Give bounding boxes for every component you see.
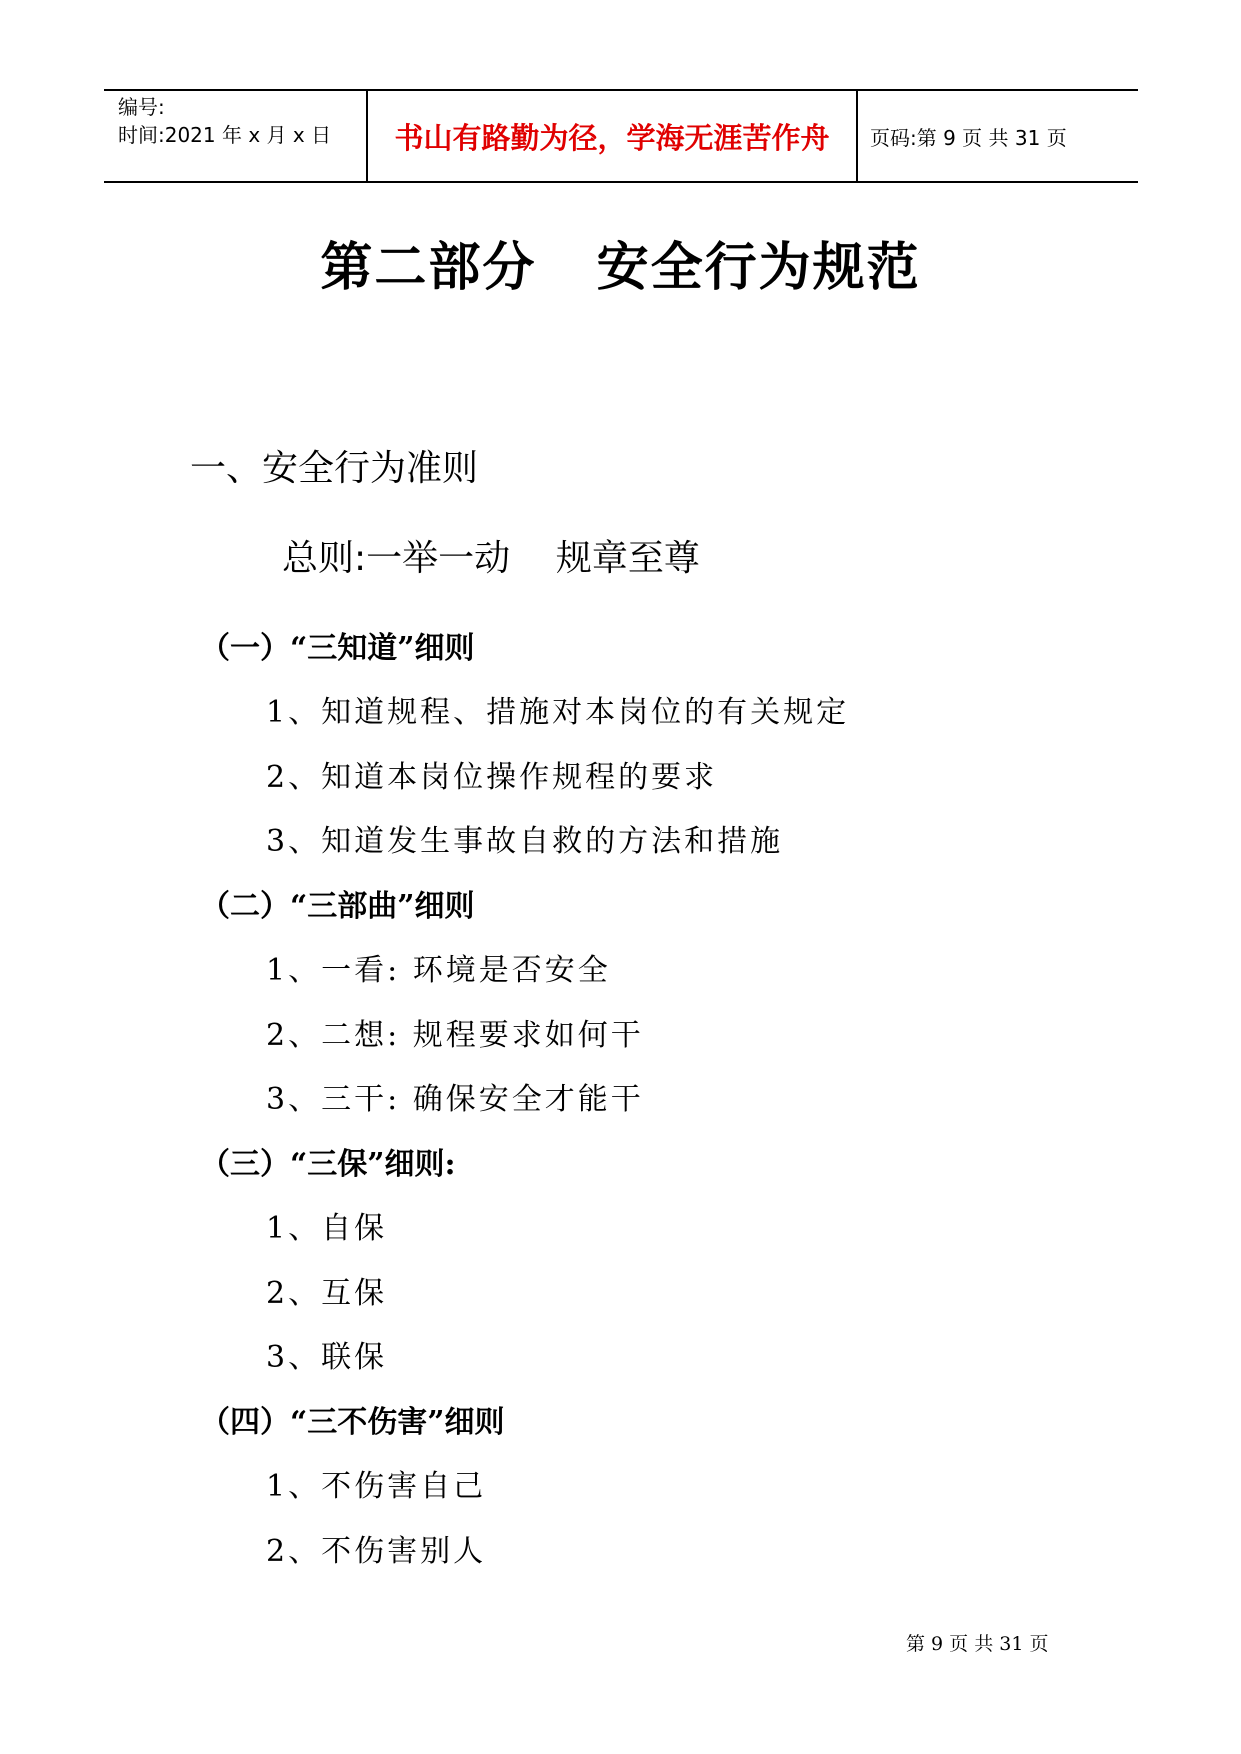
header-meta — [104, 91, 368, 181]
list-item: 1、知道规程、措施对本岗位的有关规定 — [266, 695, 850, 730]
header-motto: 书山有路勤为径，学海无涯苦作舟 — [394, 120, 830, 155]
header-motto-cell — [368, 91, 858, 181]
page-footer: 第 9 页 共 31 页 — [906, 1633, 1049, 1655]
list-item: 3、知道发生事故自救的方法和措施 — [266, 824, 784, 859]
subsection-heading-4: （四）“三不伤害”细则 — [200, 1405, 505, 1440]
list-item: 2、互保 — [266, 1276, 388, 1311]
list-item: 2、二想: 规程要求如何干 — [266, 1018, 644, 1053]
section-heading: 一、安全行为准则 — [190, 448, 479, 489]
header-page-cell — [858, 91, 1138, 181]
header-page-number: 页码:第 9 页 共 31 页 — [870, 125, 1067, 150]
subsection-heading-1: （一）“三知道”细则 — [200, 631, 475, 666]
list-item: 1、自保 — [266, 1211, 388, 1246]
list-item: 1、一看: 环境是否安全 — [266, 953, 611, 988]
page-header — [104, 89, 1138, 183]
list-item: 2、不伤害别人 — [266, 1534, 487, 1569]
document-time: 时间:2021 年 x 月 x 日 — [118, 123, 332, 147]
document-number-label: 编号: — [118, 95, 165, 119]
list-item: 3、三干: 确保安全才能干 — [266, 1082, 644, 1117]
list-item: 3、联保 — [266, 1340, 388, 1375]
subsection-heading-3: （三）“三保”细则: — [200, 1147, 456, 1182]
list-item: 2、知道本岗位操作规程的要求 — [266, 760, 718, 795]
subsection-heading-2: （二）“三部曲”细则 — [200, 889, 475, 924]
page-title: 第二部分 安全行为规范 — [320, 238, 921, 298]
list-item: 1、不伤害自己 — [266, 1469, 487, 1504]
general-principle: 总则:一举一动 规章至尊 — [282, 538, 700, 579]
